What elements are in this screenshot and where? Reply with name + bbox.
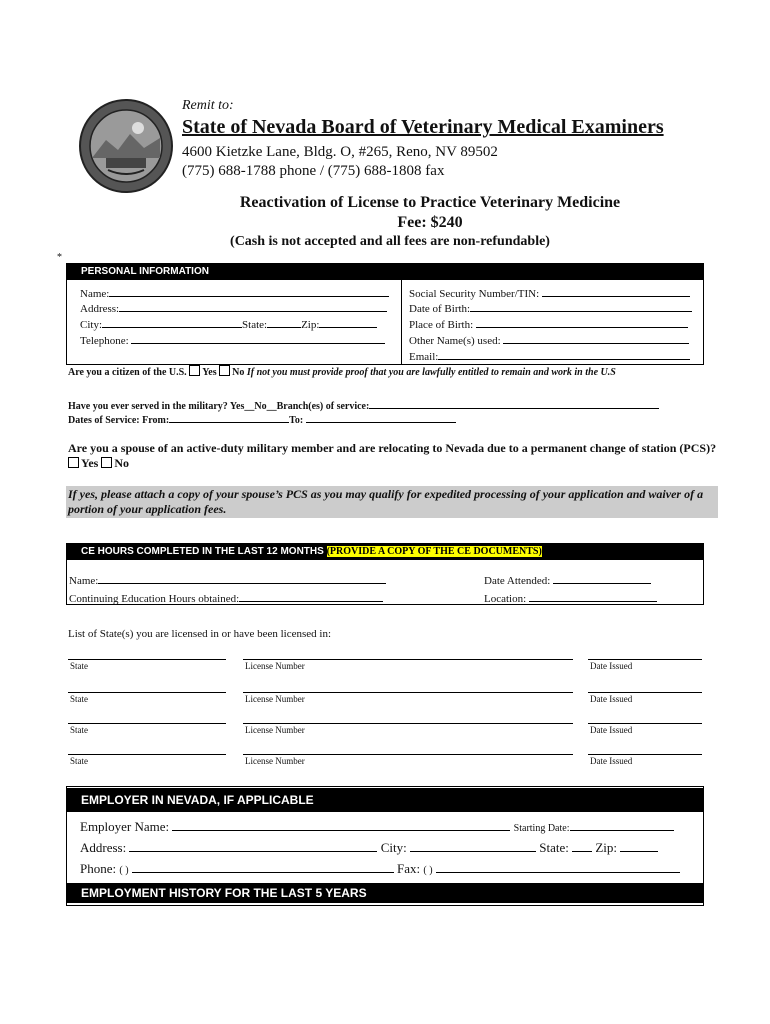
other-names-label: Other Name(s) used: [409,335,501,347]
military-question: Have you ever served in the military? Yes__No__Branch(es) of service: [68,401,370,412]
citizen-question-row [68,365,616,378]
ce-heading-bar [67,544,703,560]
ssn-label: Social Security Number/TIN: [409,288,540,300]
employer-phone-row[interactable] [80,859,680,877]
employment-history-heading: EMPLOYMENT HISTORY FOR THE LAST 5 YEARS [67,883,703,903]
state-label: State: [242,319,268,331]
dob-label: Date of Birth: [409,303,471,315]
citizen-no-checkbox[interactable] [219,365,230,376]
email-field[interactable] [409,348,699,363]
personal-info-heading: PERSONAL INFORMATION [67,264,703,280]
license-state-label: State [70,725,88,735]
remit-to-label: Remit to: [182,98,234,113]
ce-date-attended-field[interactable] [484,572,684,587]
employer-zip-label: Zip: [595,840,618,855]
license-number-label: License Number [245,756,305,766]
form-title: Reactivation of License to Practice Veterinary Medicine [239,194,621,211]
spouse-question: Are you a spouse of an active-duty military member and are relocating to Nevada due to a permanent change of station (PCS)? [68,441,717,455]
phone-paren: ( ) [119,865,129,876]
date-attended-label: Date Attended: [484,575,551,587]
address-label: Address: [80,303,120,315]
military-question-row[interactable] [68,398,659,412]
city-label: City: [80,319,103,331]
board-address: 4600 Kietzke Lane, Bldg. O, #265, Reno, NV 89502 [182,144,498,160]
citizen-yes-label: Yes [202,367,217,378]
employer-city-label: City: [380,840,407,855]
employer-fax-label: Fax: [397,861,421,876]
telephone-label: Telephone: [80,335,129,347]
other-names-field[interactable] [409,332,699,347]
license-number-label: License Number [245,661,305,671]
spouse-question-row [68,441,718,471]
state-seal-icon [78,98,174,194]
ce-hours-field[interactable] [69,590,399,605]
ce-name-field[interactable] [69,572,399,587]
employer-address-row[interactable] [80,838,658,856]
ssn-field[interactable] [409,285,699,300]
employer-name-row[interactable] [80,817,674,835]
personal-address-field[interactable] [80,300,390,315]
citizen-question: Are you a citizen of the U.S. [68,367,187,378]
personal-telephone-field[interactable] [80,332,395,347]
license-state-label: State [70,756,88,766]
board-phone-fax: (775) 688-1788 phone / (775) 688-1808 fax [182,163,445,179]
license-state-label: State [70,661,88,671]
license-state-label: State [70,694,88,704]
spouse-yes-checkbox[interactable] [68,457,79,468]
military-dates-row[interactable] [68,412,456,426]
personal-name-field[interactable] [80,285,390,300]
asterisk-mark: * [57,252,62,263]
zip-label: Zip: [301,319,320,331]
location-label: Location: [484,593,527,605]
license-date-label: Date Issued [590,725,633,735]
spouse-pcs-note: If yes, please attach a copy of your spouse’s PCS as you may qualify for expedited processing of your application and waiver of a portion of your application fees. [66,486,718,518]
license-number-label: License Number [245,725,305,735]
spouse-no-checkbox[interactable] [101,457,112,468]
employer-phone-label: Phone: [80,861,117,876]
ce-heading: CE HOURS COMPLETED IN THE LAST 12 MONTHS [81,546,324,557]
pob-label: Place of Birth: [409,319,474,331]
citizen-yes-checkbox[interactable] [189,365,200,376]
personal-city-state-zip[interactable] [80,316,395,331]
citizen-no-label: No [232,367,245,378]
column-divider [401,280,402,364]
dates-from-label: Dates of Service: From: [68,415,170,426]
employer-address-label: Address: [80,840,127,855]
fax-paren: ( ) [423,865,433,876]
employer-heading: EMPLOYER IN NEVADA, IF APPLICABLE [67,788,703,812]
email-label: Email: [409,351,439,363]
licenses-intro: List of State(s) you are licensed in or have been licensed in: [68,628,331,640]
license-date-label: Date Issued [590,694,633,704]
starting-date-label: Starting Date: [513,823,570,834]
citizen-note: If not you must provide proof that you are lawfully entitled to remain and work in the U.S [246,367,616,378]
ce-location-field[interactable] [484,590,684,605]
fee-amount: Fee: $240 [397,214,463,231]
employer-state-label: State: [539,840,569,855]
spouse-yes-label: Yes [81,456,99,470]
ce-hours-label: Continuing Education Hours obtained: [69,593,240,605]
license-date-label: Date Issued [590,756,633,766]
ce-name-label: Name: [69,575,99,587]
license-date-label: Date Issued [590,661,633,671]
spouse-no-label: No [114,456,130,470]
board-name: State of Nevada Board of Veterinary Medical Examiners [182,116,664,138]
pob-field[interactable] [409,316,699,331]
employer-name-label: Employer Name: [80,819,170,834]
ce-highlight: (PROVIDE A COPY OF THE CE DOCUMENTS) [326,546,542,557]
license-number-label: License Number [245,694,305,704]
fee-note: (Cash is not accepted and all fees are non-refundable) [230,234,550,249]
dob-field[interactable] [409,300,699,315]
name-label: Name: [80,288,110,300]
dates-to-label: To: [289,415,304,426]
